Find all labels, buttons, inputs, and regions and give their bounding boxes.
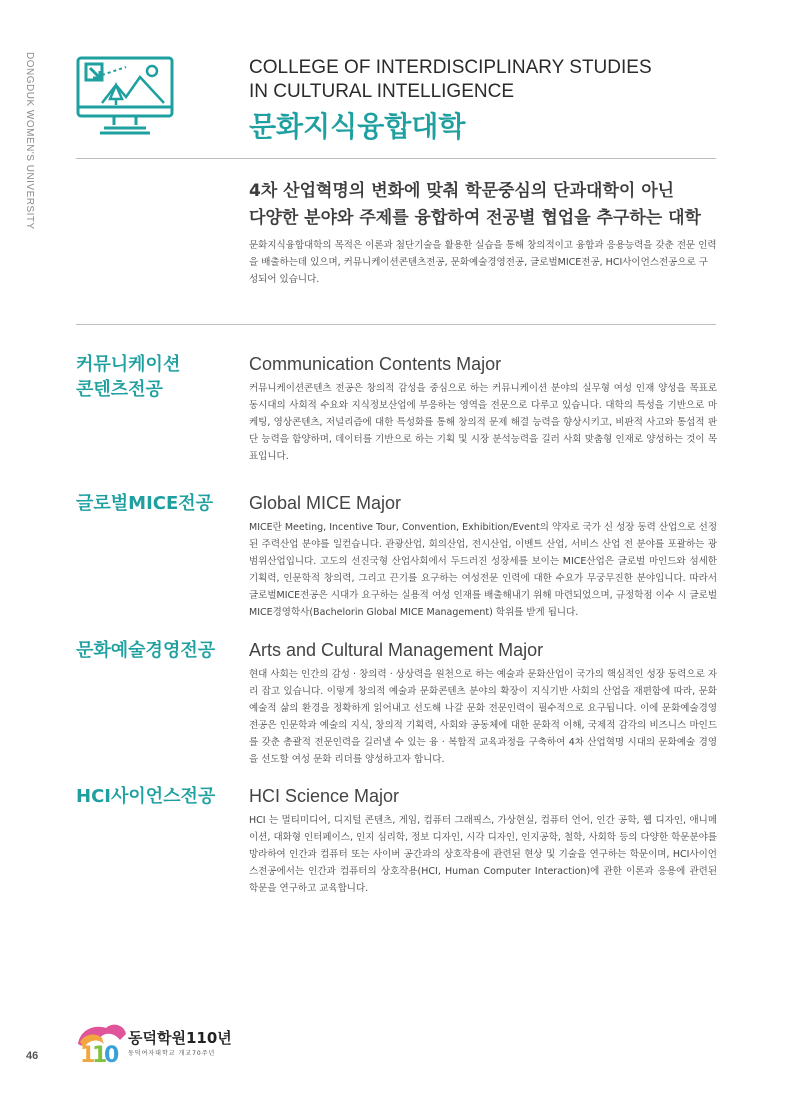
section-title-kr-line1: 글로벌MICE전공 — [76, 493, 214, 514]
section-title-kr-line1: HCI사이언스전공 — [76, 786, 216, 807]
section-title-en: Global MICE Major — [249, 493, 402, 513]
section-body: HCI 는 멀티미디어, 디지털 콘텐츠, 게임, 컴퓨터 그래픽스, 가상현실, 컴퓨터 언어, 인간 공학, 웹 디자인, 애니메이션, 대화형 인터페이스, 인지 심리학, 정보 디자인, 시각 디자인, 인지공학, 철학, 사회학 등의 다양한 학문분야를 망라하여 인간과 컴퓨터 또는 사이버 공간과의 상호작용에 관련된 현상 및 기술을 연구하는 학문이며, HCI사이언스전공에서는 인간과 컴퓨터의 상호작용(HCI, Human Computer Interaction)에 관한 이론과 응용에 관련된 학문을 연구하고 교육합니다. — [249, 815, 717, 894]
section-title-kr — [76, 352, 246, 402]
section-body: 커뮤니케이션콘텐츠 전공은 창의적 감성을 중심으로 하는 커뮤니케이션 분야의 실무형 여성 인재 양성을 목표로 동시대의 사회적 수요와 지식정보산업에 부응하는 영역을 전문으로 다루고 있습니다. 대학의 특성을 기반으로 마케팅, 영상콘텐츠, 저널리즘에 대한 특성화를 통해 창의적 문제 해결 능력을 향상시키고, 비판적 사고와 통섭적 판단 능력을 함양하며, 데이터를 기반으로 하는 기획 및 시장 분석능력을 길러 사회 맞춤형 인재로 양성하는 것이 목표입니다. — [249, 383, 717, 462]
section-title-kr — [76, 638, 246, 663]
college-title-en — [249, 56, 652, 104]
svg-text:0: 0 — [104, 1043, 120, 1068]
section-title-kr-line1: 문화예술경영전공 — [76, 640, 216, 661]
anniversary-subtitle: 동덕여자대학교 개교70주년 — [128, 1050, 216, 1057]
svg-text:1: 1 — [80, 1043, 96, 1068]
anniversary-title: 동덕학원110년 — [128, 1029, 232, 1047]
side-label: DONGDUK WOMEN'S UNIVERSITY — [24, 52, 35, 230]
monitor-landscape-icon — [74, 55, 176, 137]
section-title-kr-line1: 커뮤니케이션 — [76, 354, 181, 375]
svg-text:1: 1 — [92, 1043, 108, 1068]
subheading-line1: 4차 산업혁명의 변화에 맞춰 학문중심의 단과대학이 아닌 — [249, 181, 675, 201]
section-body: MICE란 Meeting, Incentive Tour, Convention, Exhibition/Event의 약자로 국가 신 성장 동력 산업으로 선정된 주력산업 분야를 일컫습니다. 관광산업, 회의산업, 전시산업, 이벤트 산업, 서비스 산업 전 분야를 포괄하는 광범위산업입니다. 고도의 선진국형 산업사회에서 두드러진 성장세를 보이는 MICE산업은 글로벌 마인드와 섬세한 기획력, 인문학적 창의력, 그리고 끈기를 요구하는 여성전문 인력에 대한 수요가 무궁무진한 분야입니다. 따라서 글로벌MICE전공은 시대가 요구하는 실용적 여성 인재를 배출해내기 위해 마련되었으며, 규정학점 이수 시 글로벌MICE경영학사(Bachelorin Global MICE Management) 학위를 받게 됩니다. — [249, 522, 717, 618]
section-title-kr-line2: 콘텐츠전공 — [76, 379, 163, 400]
section-body: 현대 사회는 인간의 감성 · 창의력 · 상상력을 원천으로 하는 예술과 문화산업이 국가의 핵심적인 성장 동력으로 자리 잡고 있습니다. 이렇게 창의적 예술과 문화콘텐츠 분야의 확장이 지식기반 사회의 산업을 재편함에 따라, 문화 예술적 삶의 환경을 정확하게 읽어내고 선도해 나갈 문화 전문인력이 필수적으로 요구됩니다. 이에 문화예술경영전공은 인문학과 예술의 지식, 창의적 기획력, 사회와 공동체에 대한 문화적 이해, 국제적 감각의 비즈니스 마인드를 갖춘 총괄적 전문인력을 길러낼 수 있는 융 · 복합적 교육과정을 구축하여 4차 산업혁명 시대의 문화예술 경영을 선도할 여성 문화 리더를 양성하고자 합니다. — [249, 669, 717, 765]
section-title-kr — [76, 784, 246, 809]
section-title-en: HCI Science Major — [249, 786, 400, 806]
section-title-en: Arts and Cultural Management Major — [249, 640, 544, 660]
subheading — [249, 178, 701, 232]
divider-middle — [76, 324, 716, 325]
college-title-en-line2: IN CULTURAL INTELLIGENCE — [249, 81, 514, 102]
section-title-en: Communication Contents Major — [249, 354, 502, 374]
subheading-line2: 다양한 분야와 주제를 융합하여 전공별 협업을 추구하는 대학 — [249, 208, 701, 228]
page-number: 46 — [26, 1050, 39, 1062]
intro-paragraph: 문화지식융합대학의 목적은 이론과 첨단기술을 활용한 실습을 통해 창의적이고 융합과 응용능력을 갖춘 전문 인력을 배출하는데 있으며, 커뮤니케이션콘텐츠전공, 문화예술경영전공, 글로벌MICE전공, HCI사이언스전공으로 구성되어 있습니다. — [249, 240, 717, 285]
divider-top — [76, 158, 716, 159]
section-title-kr — [76, 491, 246, 516]
college-title-kr: 문화지식융합대학 — [249, 110, 466, 143]
college-title-en-line1: COLLEGE OF INTERDISCIPLINARY STUDIES — [249, 57, 652, 78]
